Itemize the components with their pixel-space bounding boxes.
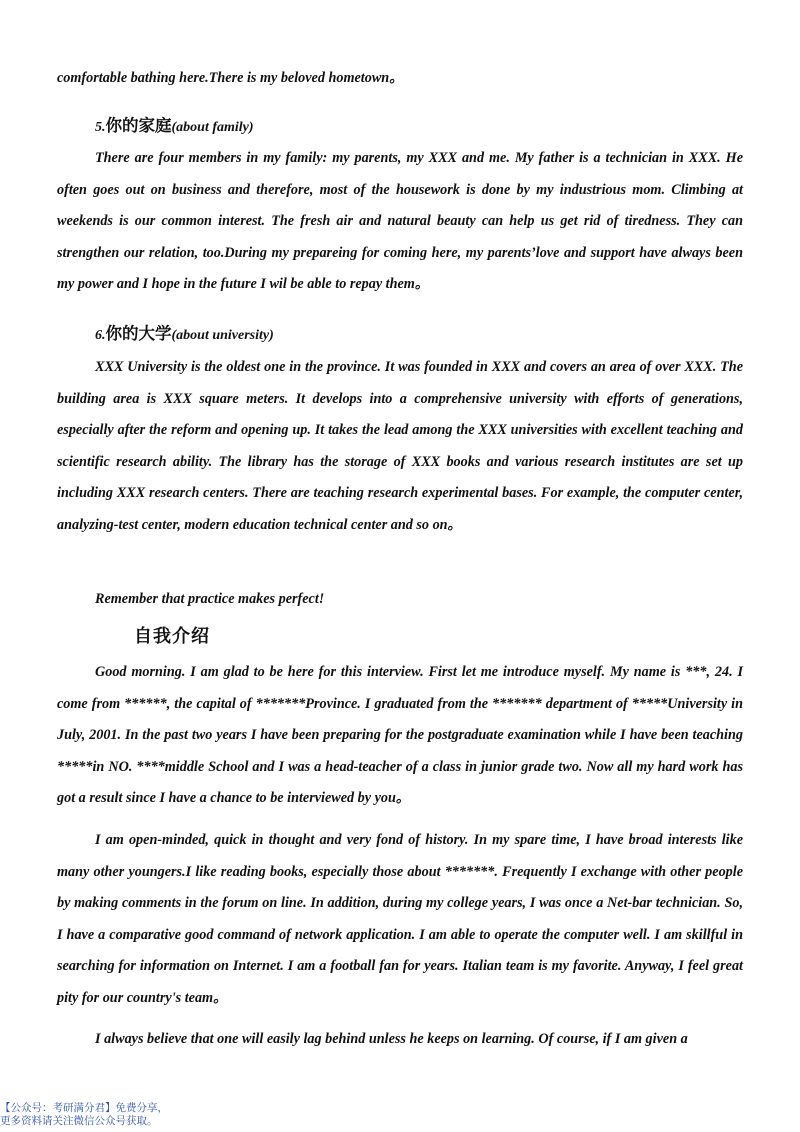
footer-line-2: 更多资料请关注微信公众号获取。	[0, 1115, 158, 1127]
footer-watermark	[0, 1102, 168, 1128]
paragraph-hometown-end: comfortable bathing here.There is my beloved hometown。	[57, 70, 404, 86]
paragraph-intro-3: I always believe that one will easily lag behind unless he keeps on learning. Of course, if I am given a	[95, 1031, 688, 1047]
heading-university	[95, 320, 274, 344]
heading-family-english: (about family)	[171, 120, 254, 135]
paragraph-family: There are four members in my family: my parents, my XXX and me. My father is a technician in XXX. He often goes out on business and therefore, most of the housework is done by my industrious mom. Climbing at weekends is our common interest. The fresh air and natural beauty can help us get rid of tiredness. They can strengthen our relation, too.During my prepareing for coming here, my parents’love and support have always been my power and I hope in the future I wil be able to repay them。	[57, 150, 743, 292]
paragraph-intro-1: Good morning. I am glad to be here for this interview. First let me introduce myself. My name is ***, 24. I come from ******, the capital of *******Province. I graduated from the ******* department of *****University in July, 2001. In the past two years I have been preparing for the postgraduate examination while I have been teaching *****in NO. ****middle School and I was a head-teacher of a class in junior grade two. Now all my hard work has got a result since I have a chance to be interviewed by you。	[57, 664, 743, 806]
footer-line-1: 【公众号：考研满分君】免费分享，	[0, 1102, 168, 1114]
paragraph-remember: Remember that practice makes perfect!	[95, 591, 325, 607]
heading-family	[95, 112, 254, 136]
paragraph-intro-2: I am open-minded, quick in thought and very fond of history. In my spare time, I have broad interests like many other youngers.I like reading books, especially those about *******. Frequently I exchange with other people by making comments in the forum on line. In addition, during my college years, I was once a Net-bar technician. So, I have a comparative good command of network application. I am able to operate the computer well. I am skillful in searching for information on Internet. I am a football fan for years. Italian team is my favorite. Anyway, I feel great pity for our country's team。	[57, 832, 743, 1006]
heading-family-chinese: 你的家庭	[105, 116, 172, 135]
heading-family-number: 5.	[95, 120, 106, 135]
heading-university-number: 6.	[95, 328, 106, 343]
heading-university-chinese: 你的大学	[105, 324, 172, 343]
paragraph-university: XXX University is the oldest one in the province. It was founded in XXX and covers an area of over XXX. The building area is XXX square meters. It develops into a comprehensive university with efforts of generations, especially after the reform and opening up. It takes the lead among the XXX universities with excellent teaching and scientific research ability. The library has the storage of XXX books and various research institutes are set up including XXX research centers. There are teaching research experimental bases. For example, the computer center, analyzing-test center, modern education technical center and so on。	[57, 359, 743, 533]
heading-university-english: (about university)	[171, 328, 274, 343]
section-title-self-introduction: 自我介绍	[134, 626, 210, 647]
